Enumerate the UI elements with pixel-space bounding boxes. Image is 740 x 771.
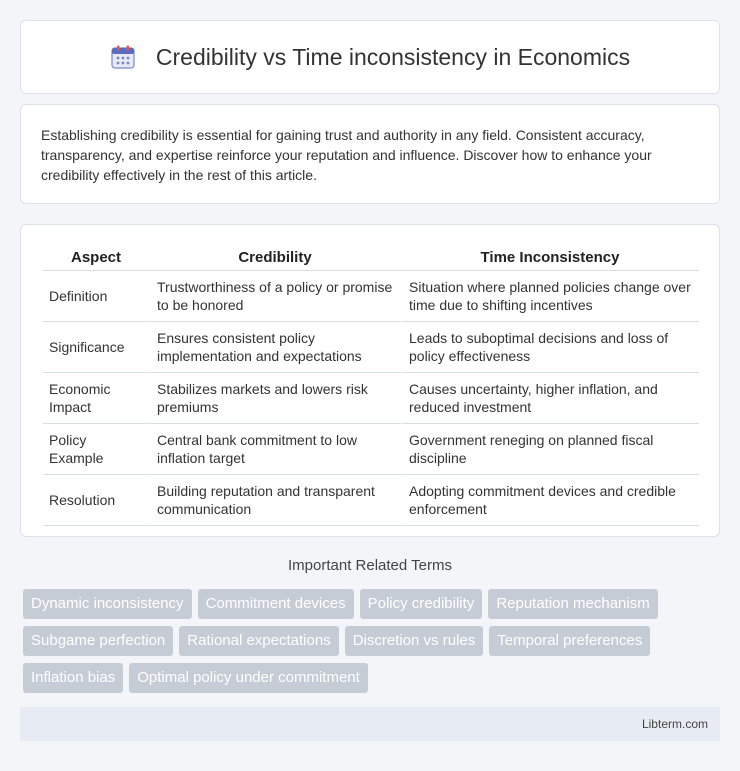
row-aspect: Significance <box>43 322 149 373</box>
page-title: Credibility vs Time inconsistency in Economics <box>155 43 631 70</box>
header-time-inconsistency: Time Inconsistency <box>401 245 699 271</box>
table-row <box>43 373 699 424</box>
table-row <box>43 424 699 475</box>
row-time-inconsistency: Government reneging on planned fiscal discipline <box>401 424 699 475</box>
related-term-tag[interactable]: Optimal policy under commitment <box>129 663 368 693</box>
table-header-row <box>43 245 699 271</box>
row-aspect: Definition <box>43 271 149 322</box>
table-row <box>43 322 699 373</box>
related-term-tag[interactable]: Inflation bias <box>23 663 123 693</box>
related-terms-title: Important Related Terms <box>288 557 452 574</box>
related-term-tag[interactable]: Dynamic inconsistency <box>23 589 192 619</box>
intro-text: Establishing credibility is essential for gaining trust and authority in any field. Consistent accuracy, transparency, and expertise reinforce your reputation and influence. Discover how to enhance your credibility effectively in the rest of this article. <box>41 127 652 183</box>
footer-site-link[interactable]: Libterm.com <box>641 717 708 731</box>
related-term-tag[interactable]: Discretion vs rules <box>345 626 484 656</box>
row-aspect: Resolution <box>43 475 149 526</box>
row-aspect: Economic Impact <box>43 373 149 424</box>
row-credibility: Central bank commitment to low inflation target <box>149 424 401 475</box>
row-credibility: Trustworthiness of a policy or promise to be honored <box>149 271 401 322</box>
related-term-tag[interactable]: Commitment devices <box>198 589 354 619</box>
related-term-tag[interactable]: Policy credibility <box>360 589 483 619</box>
row-time-inconsistency: Causes uncertainty, higher inflation, and reduced investment <box>401 373 699 424</box>
row-aspect: Policy Example <box>43 424 149 475</box>
row-time-inconsistency: Leads to suboptimal decisions and loss of policy effectiveness <box>401 322 699 373</box>
header-card <box>20 20 720 94</box>
header-credibility: Credibility <box>149 245 401 271</box>
calendar-icon <box>110 44 136 70</box>
row-credibility: Building reputation and transparent communication <box>149 475 401 526</box>
related-term-tag[interactable]: Temporal preferences <box>489 626 650 656</box>
related-term-tag[interactable]: Reputation mechanism <box>488 589 657 619</box>
header-aspect: Aspect <box>43 245 149 271</box>
row-time-inconsistency: Situation where planned policies change over time due to shifting incentives <box>401 271 699 322</box>
row-credibility: Stabilizes markets and lowers risk premiums <box>149 373 401 424</box>
footer <box>20 707 720 741</box>
related-term-tag[interactable]: Rational expectations <box>179 626 338 656</box>
comparison-table <box>43 245 699 526</box>
related-terms-list <box>23 589 723 693</box>
intro-card <box>20 104 720 204</box>
row-time-inconsistency: Adopting commitment devices and credible enforcement <box>401 475 699 526</box>
comparison-card <box>20 224 720 537</box>
table-row <box>43 475 699 526</box>
row-credibility: Ensures consistent policy implementation and expectations <box>149 322 401 373</box>
related-term-tag[interactable]: Subgame perfection <box>23 626 173 656</box>
table-row <box>43 271 699 322</box>
